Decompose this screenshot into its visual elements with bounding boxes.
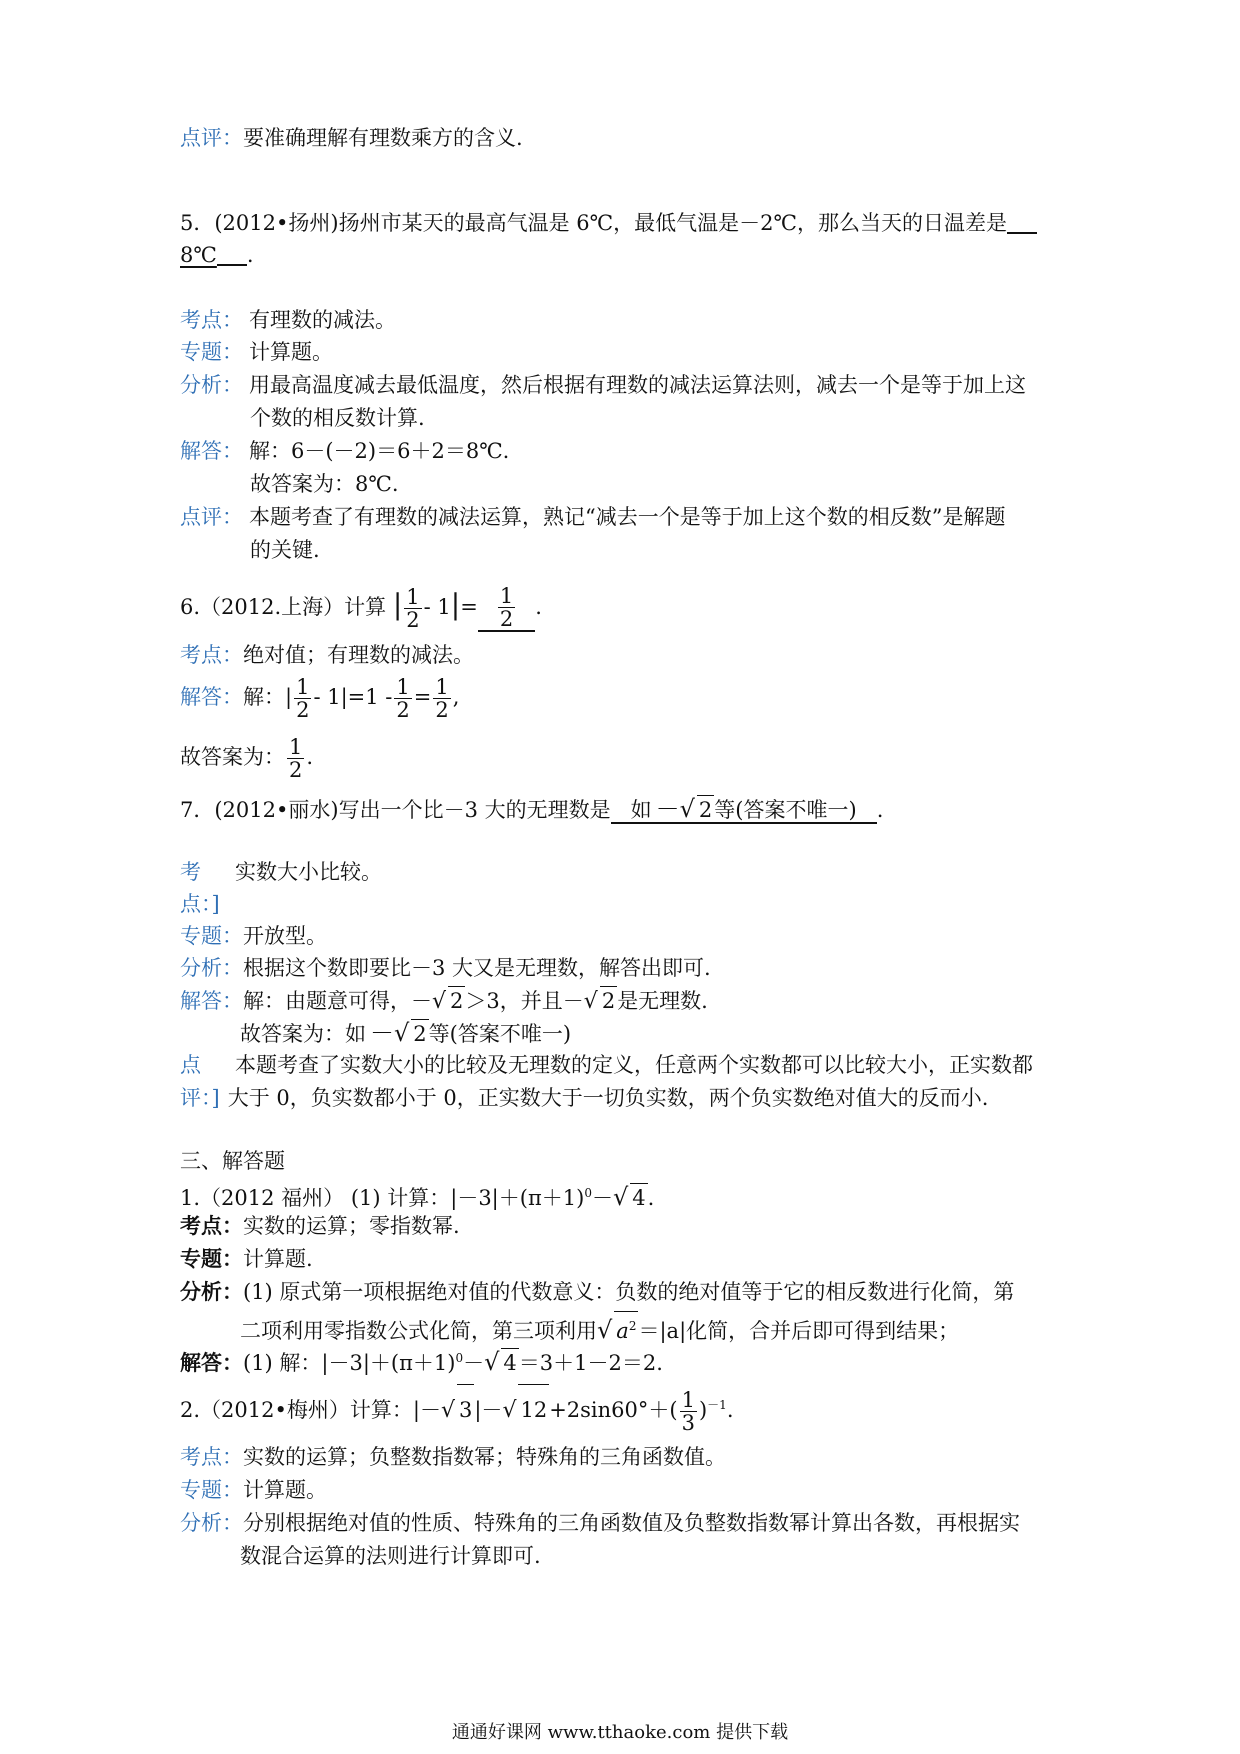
daan-text: 故答案为：: [180, 745, 285, 769]
kaodian-label: 考点：: [180, 308, 243, 332]
q5-blank: [1007, 210, 1037, 234]
radicand: 2: [600, 986, 617, 1015]
q5-kaodian: [180, 306, 396, 334]
q6-daan: 故答案为： $\frac{1}{2}$ .: [180, 735, 314, 782]
fenxi2-a: 二项利用零指数公式化简，第三项利用: [240, 1319, 597, 1343]
abs-bar: |: [450, 588, 461, 621]
zhuanti-text: 计算题.: [243, 1247, 313, 1271]
kaodian-label: 考点：: [180, 1445, 243, 1469]
zhuanti-label: 专题：: [180, 924, 243, 948]
jieda-prefix: 解：: [243, 685, 285, 709]
numerator: 1: [435, 675, 449, 699]
s3-zhuanti-2: [180, 1476, 327, 1504]
dianping-line: [180, 124, 523, 152]
q5-answer: 8℃: [180, 243, 217, 267]
kaodian-text: 实数的运算；负整数指数幂；特殊角的三角函数值。: [243, 1445, 726, 1469]
q7-dianping-2: [180, 1084, 988, 1112]
q7-dianping: [180, 1051, 1033, 1079]
radicand: 2: [411, 1019, 428, 1048]
s3-zhuanti: [180, 1245, 313, 1273]
denominator: 2: [396, 698, 410, 722]
fenxi-text: 根据这个数即要比－3 大又是无理数，解答出即可.: [243, 956, 711, 980]
zero-exponent: 0: [584, 1186, 592, 1200]
q7-question: 7．(2012•丽水)写出一个比－3 大的无理数是 如 －√ 2等(答案不唯一) .: [180, 795, 884, 823]
jieda-b: －: [463, 1351, 485, 1375]
s3-p2: 2.（2012•梅州）计算：|－√ 3|－√ 12+2sin60°＋( $\frac{1}{3}$ )$^{-1}$.: [180, 1380, 734, 1436]
s3-kaodian-2: [180, 1443, 726, 1471]
fraction: [433, 676, 450, 721]
jieda-b: ＞3，并且－: [465, 989, 584, 1013]
radicand-12: 12: [518, 1384, 549, 1435]
fraction: [287, 736, 304, 781]
q5-jieda: [180, 437, 509, 465]
q6-text: 6.（2012.上海）计算: [180, 595, 387, 619]
jieda-text: 解：6－(－2)＝6＋2＝8℃.: [249, 439, 510, 463]
denominator: 3: [681, 1411, 695, 1435]
q7-text: 7．(2012•丽水)写出一个比－3 大的无理数是: [180, 798, 611, 822]
jieda-label: 解答：: [180, 989, 243, 1013]
jieda-a: (1) 解：|－3|＋(π＋1): [243, 1351, 456, 1375]
fraction: [404, 586, 421, 631]
p1-tail: －: [591, 1186, 613, 1210]
kaodian-text: 实数大小比较。: [235, 860, 382, 884]
radical-sign: √: [583, 989, 598, 1014]
radicand-a2: $a^2$: [614, 1311, 638, 1345]
s3-kaodian: [180, 1212, 460, 1240]
dianping-label: 点评：: [180, 505, 243, 529]
ping-label: 评：]: [180, 1086, 220, 1110]
q6-question: 6.（2012.上海）计算 | $\frac{1}{2}$ - 1|= $\frac{1}{2}$ .: [180, 584, 542, 632]
jieda-label: 解答：: [180, 439, 243, 463]
kaodian-label: 考点：: [180, 1213, 243, 1238]
s3-jieda: [180, 1344, 663, 1377]
radical-sign: －√: [655, 795, 695, 823]
zhuanti-label: 专题：: [180, 1246, 243, 1271]
numerator: 1: [396, 675, 410, 699]
q6-kaodian: [180, 641, 474, 669]
dianping-text-2: 大于 0，负实数都小于 0，正实数大于一切负实数，两个负实数绝对值大的反而小.: [227, 1086, 989, 1110]
fenxi-label: 分析：: [180, 373, 243, 397]
fenxi-text-2: 数混合运算的法则进行计算即可.: [240, 1544, 541, 1568]
radicand: 4: [501, 1348, 518, 1377]
q7-kaodian: [180, 858, 382, 886]
fenxi-text: 分别根据绝对值的性质、特殊角的三角函数值及负整数指数幂计算出各数，再根据实: [243, 1511, 1020, 1535]
fraction: [294, 676, 311, 721]
s3-p1: 1.（2012 福州） (1) 计算：$|-3|+(\pi+1)^0-√$ 4.: [180, 1183, 655, 1211]
radical-sign: √: [440, 1398, 455, 1423]
numerator: 1: [296, 675, 310, 699]
radicand: 2: [697, 795, 714, 824]
numerator: 1: [499, 584, 514, 608]
denominator: 2: [406, 608, 420, 632]
fenxi-text: (1) 原式第一项根据绝对值的代数意义：负数的绝对值等于它的相反数进行化简，第: [243, 1280, 1015, 1304]
q5-dianping: [180, 503, 1005, 531]
jieda-c: 是无理数.: [617, 989, 708, 1013]
jieda-mid: - 1|=1 -: [313, 685, 393, 709]
q5-answer-line: 8℃ .: [180, 243, 254, 267]
s3-fenxi-2: [240, 1311, 959, 1345]
p2-tail: .: [726, 1398, 734, 1422]
denominator: 2: [499, 607, 514, 631]
jieda-text-2: 故答案为：8℃.: [250, 472, 399, 496]
jieda2-b: 等(答案不唯一): [428, 1022, 572, 1046]
fenxi-text-2: 个数的相反数计算.: [250, 406, 425, 430]
fenxi-text: 用最高温度减去最低温度，然后根据有理数的减法运算法则，减去一个是等于加上这: [249, 373, 1026, 397]
answer-fraction: [498, 585, 515, 630]
fraction: [394, 676, 411, 721]
dianping-text: 要准确理解有理数乘方的含义.: [243, 126, 523, 150]
q7-fenxi: [180, 954, 711, 982]
dianping-label: 点评：: [180, 126, 243, 150]
s3-fenxi: [180, 1278, 1014, 1306]
page-footer: 通通好课网 www.tthaoke.com 提供下载: [451, 1722, 789, 1743]
denominator: 2: [435, 698, 449, 722]
q7-zhuanti: [180, 922, 327, 950]
dianping-text: 本题考查了实数大小的比较及无理数的定义，任意两个实数都可以比较大小，正实数都: [235, 1053, 1033, 1077]
p2-mid: +2sin60°＋(: [549, 1398, 678, 1422]
s3-fenxi-2-1: [180, 1509, 1020, 1537]
jieda-a: 解：由题意可得，－: [243, 989, 432, 1013]
q5-question: [180, 209, 1037, 237]
jieda-label: 解答：: [180, 685, 243, 709]
radicand: 4: [630, 1183, 647, 1212]
kaodian-text: 实数的运算；零指数幂.: [243, 1214, 460, 1238]
radicand: 2: [448, 986, 465, 1015]
q5-zhuanti: [180, 338, 333, 366]
numerator: 1: [681, 1388, 695, 1412]
dian-label: 点: [180, 1053, 201, 1077]
radical-sign: √: [597, 1316, 613, 1344]
denominator: 2: [296, 698, 310, 722]
q5-answer-blank: [217, 242, 247, 266]
zhuanti-text: 开放型。: [243, 924, 327, 948]
kaodian-label: 考点：: [180, 643, 243, 667]
fenxi-label: 分析：: [180, 1279, 243, 1304]
fraction-one-third: [680, 1389, 697, 1434]
p2-prefix: 2.（2012•梅州）计算：: [180, 1398, 413, 1422]
q5-fenxi: [180, 371, 1026, 399]
abs-bar: |: [392, 588, 403, 621]
numerator: 1: [289, 735, 303, 759]
kaodian-text: 有理数的减法。: [249, 308, 396, 332]
numerator: 1: [406, 585, 420, 609]
answer-post: 等(答案不唯一): [714, 798, 857, 822]
neg-exponent: －1: [707, 1398, 727, 1412]
p1-text: 1.（2012 福州） (1) 计算：|－3|＋(π＋1): [180, 1186, 585, 1210]
radical-sign: √: [612, 1183, 629, 1211]
q6-answer: [478, 585, 535, 632]
jieda2-a: 故答案为：如: [240, 1022, 366, 1046]
kaodian-text: 绝对值；有理数的减法。: [243, 643, 474, 667]
section-title: 三、解答题: [180, 1149, 285, 1173]
radical-sign: √: [484, 1348, 500, 1376]
q7-jieda-2: [240, 1019, 571, 1048]
dian-label: 点：]: [180, 892, 220, 916]
zhuanti-label: 专题：: [180, 1478, 243, 1502]
denominator: 2: [289, 758, 303, 782]
dianping-text: 本题考查了有理数的减法运算，熟记“减去一个是等于加上这个数的相反数”是解题: [249, 505, 1006, 529]
jieda-label: 解答：: [180, 1350, 243, 1375]
q7-answer: [611, 795, 877, 824]
answer-pre: 如: [630, 798, 652, 822]
q6-mid: - 1: [423, 595, 451, 619]
zhuanti-text: 计算题。: [249, 340, 333, 364]
kao-label: 考: [180, 860, 201, 884]
fenxi-label: 分析：: [180, 956, 243, 980]
radical-sign: －√: [370, 1019, 410, 1047]
zero-exponent: 0: [455, 1351, 464, 1365]
zhuanti-text: 计算题。: [243, 1478, 327, 1502]
radicand-3: 3: [457, 1384, 474, 1435]
q6-jieda: 解答：解：| $\frac{1}{2}$ - 1|=1 - $\frac{1}{2}$ = $\frac{1}{2}$ ,: [180, 675, 460, 722]
radical-sign: √: [432, 989, 447, 1014]
dianping-text-2: 的关键.: [250, 538, 320, 562]
radical-sign: √: [502, 1398, 517, 1423]
q7-dian: [180, 890, 220, 918]
zhuanti-label: 专题：: [180, 340, 243, 364]
q7-jieda: [180, 986, 708, 1016]
fenxi-label: 分析：: [180, 1511, 243, 1535]
jieda-c: ＝3＋1－2＝2.: [518, 1351, 663, 1375]
fenxi2-b: ＝|a|化简，合并后即可得到结果；: [638, 1319, 960, 1343]
q5-text: 5．(2012•扬州)扬州市某天的最高气温是 6℃，最低气温是－2℃，那么当天的日温差是: [180, 211, 1007, 235]
